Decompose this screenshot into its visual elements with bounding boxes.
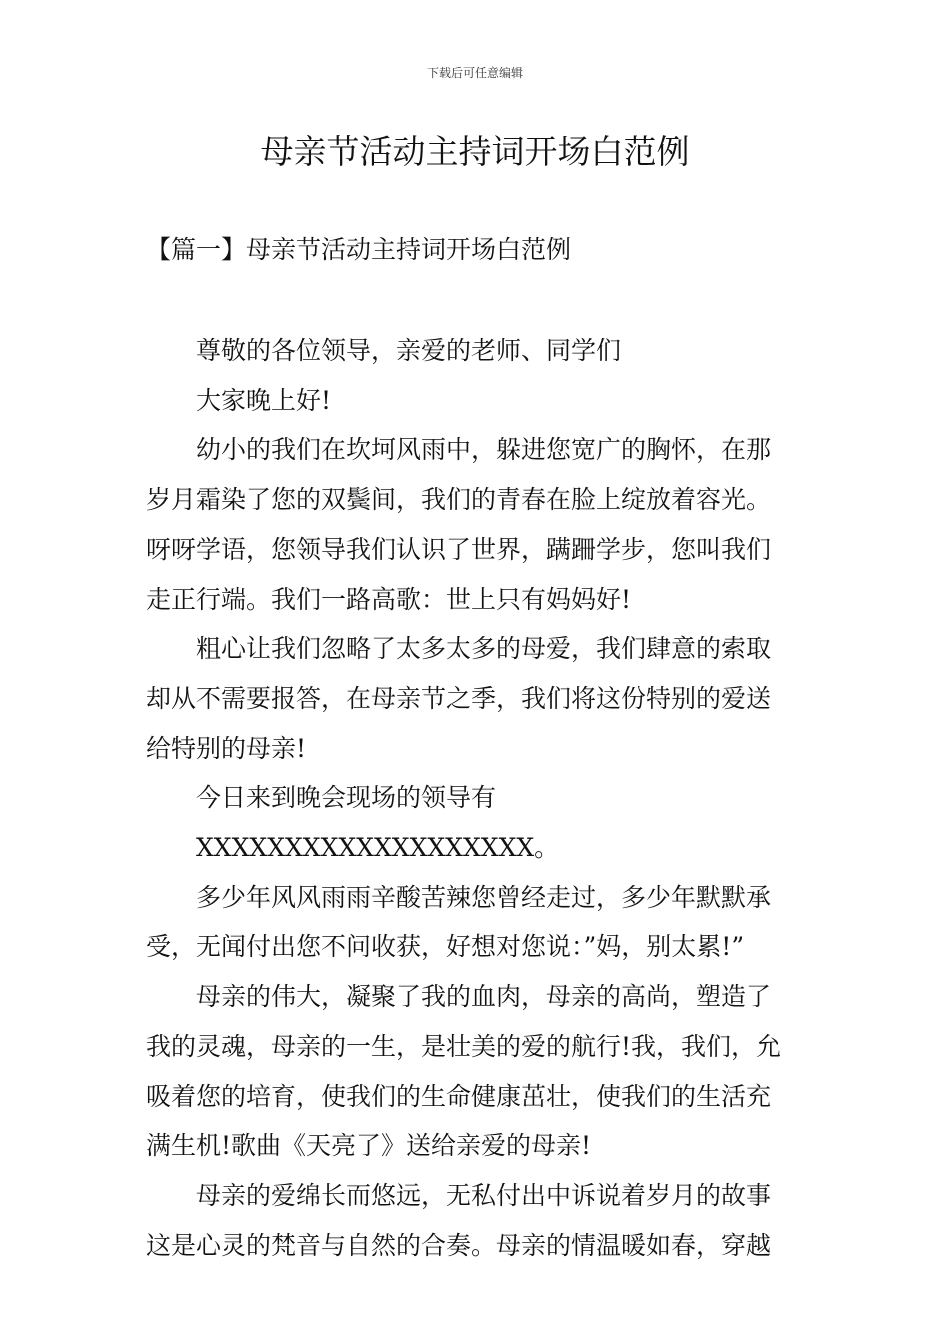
body-line: 满生机!歌曲《天亮了》送给亲爱的母亲! xyxy=(146,1131,592,1161)
body-text xyxy=(146,326,808,1270)
section-heading: 【篇一】母亲节活动主持词开场白范例 xyxy=(146,235,572,264)
body-line: 给特别的母亲! xyxy=(146,733,307,763)
body-line: 幼小的我们在坎坷风雨中，躲进您宽广的胸怀，在那 xyxy=(196,435,772,465)
body-line: 粗心让我们忽略了太多太多的母爱，我们肆意的索取 xyxy=(196,634,772,664)
body-line: 我的灵魂，母亲的一生，是壮美的爱的航行!我，我们，允 xyxy=(146,1031,782,1061)
body-line: 受，无闻付出您不问收获，好想对您说：”妈，别太累!” xyxy=(146,932,745,962)
body-line: 大家晚上好! xyxy=(196,385,332,415)
body-line: 吸着您的培育，使我们的生命健康茁壮，使我们的生活充 xyxy=(146,1081,772,1111)
body-line: 呀呀学语，您领导我们认识了世界，蹒跚学步，您叫我们 xyxy=(146,534,772,564)
body-line: 多少年风风雨雨辛酸苦辣您曾经走过，多少年默默承 xyxy=(196,882,772,912)
body-line: 走正行端。我们一路高歌：世上只有妈妈好! xyxy=(146,584,632,614)
body-line: 却从不需要报答，在母亲节之季，我们将这份特别的爱送 xyxy=(146,683,772,713)
header-note: 下载后可任意编辑 xyxy=(426,66,523,80)
body-line: 岁月霜染了您的双鬓间，我们的青春在脸上绽放着容光。 xyxy=(146,485,772,515)
body-line: 母亲的伟大，凝聚了我的血肉，母亲的高尚，塑造了 xyxy=(196,982,772,1012)
body-line: 母亲的爱绵长而悠远，无私付出中诉说着岁月的故事 xyxy=(196,1180,772,1210)
body-line: 今日来到晚会现场的领导有XXXXXXXXXXXXXXXXXXX。 xyxy=(196,783,560,863)
page-title: 母亲节活动主持词开场白范例 xyxy=(260,132,690,171)
body-line: 尊敬的各位领导，亲爱的老师、同学们 xyxy=(196,336,622,365)
body-line: 这是心灵的梵音与自然的合奏。母亲的情温暖如春，穿越 xyxy=(146,1230,772,1260)
